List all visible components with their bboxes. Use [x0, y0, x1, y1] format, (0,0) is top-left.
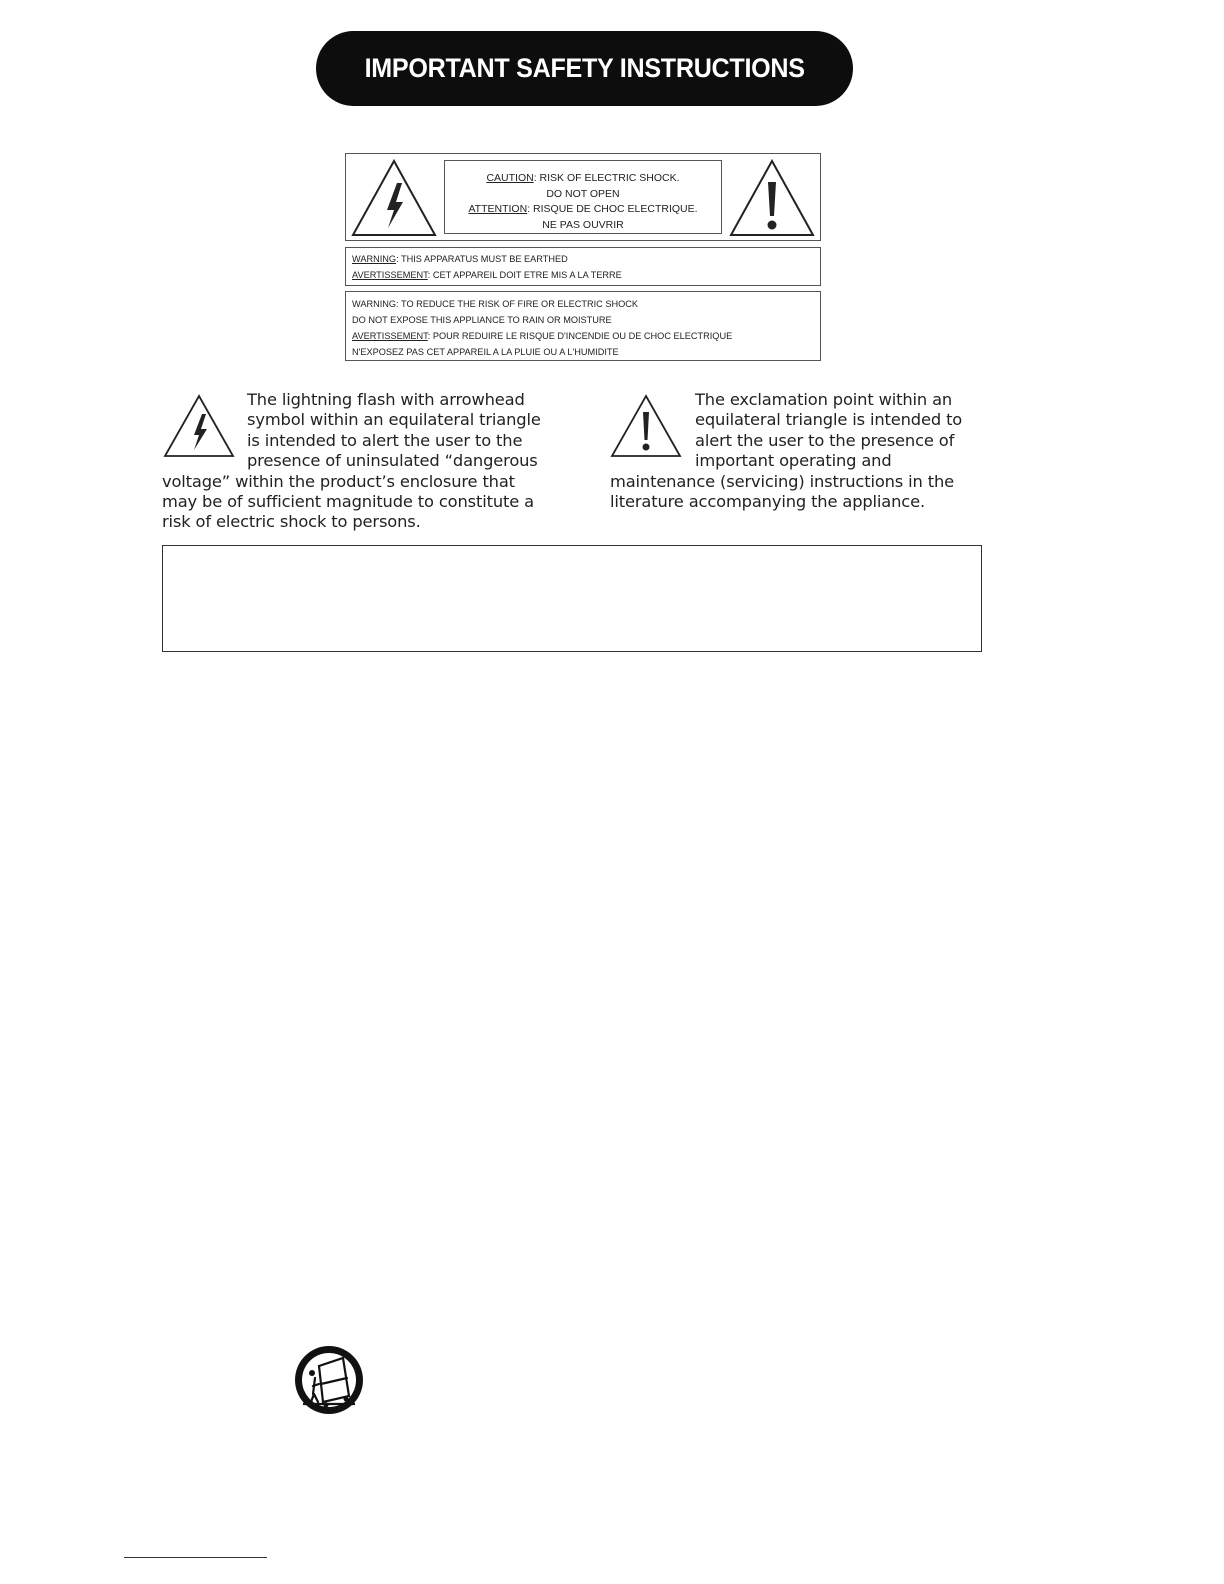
avertissement-word: AVERTISSEMENT	[352, 331, 428, 341]
caution-label-box	[345, 153, 821, 241]
lightning-desc-line: is intended to alert the user to the	[247, 430, 523, 450]
exclamation-desc-line: literature accompanying the appliance.	[610, 492, 925, 512]
exclamation-desc-line: equilateral triangle is intended to	[695, 410, 963, 430]
lightning-desc-line: presence of uninsulated “dangerous	[247, 451, 538, 471]
rain-warning-line4: N'EXPOSEZ PAS CET APPAREIL A LA PLUIE OU A L'HUMIDITE	[352, 347, 619, 357]
lightning-desc-line: may be of sufficient magnitude to constitute a	[162, 492, 534, 512]
earthed-warning-box	[345, 247, 821, 286]
caution-word: CAUTION	[486, 172, 534, 184]
warning-word: WARNING	[352, 254, 397, 264]
footnote-divider	[124, 1557, 267, 1558]
notice-box	[162, 545, 982, 652]
exclamation-desc-line: important operating and	[695, 451, 892, 471]
exclamation-desc-line: The exclamation point within an	[695, 390, 953, 409]
attention-text: : RISQUE DE CHOC ELECTRIQUE.	[527, 203, 698, 215]
lightning-description	[162, 390, 562, 533]
earthed-avert-text: : CET APPAREIL DOIT ETRE MIS A LA TERRE	[427, 269, 622, 280]
earthed-warning-text: : THIS APPARATUS MUST BE EARTHED	[396, 254, 568, 264]
page-title: IMPORTANT SAFETY INSTRUCTIONS	[364, 53, 805, 83]
ne-pas-ouvrir-text: NE PAS OUVRIR	[542, 218, 624, 231]
rain-warning-box	[345, 291, 821, 361]
lightning-warning-icon	[350, 158, 438, 238]
rain-warning-line1: WARNING: TO REDUCE THE RISK OF FIRE OR ELECTRIC SHOCK	[352, 299, 639, 309]
title-banner	[316, 31, 853, 106]
no-cart-tipover-icon	[293, 1344, 365, 1416]
lightning-desc-line: risk of electric shock to persons.	[162, 512, 421, 532]
do-not-open-text: DO NOT OPEN	[546, 187, 620, 200]
rain-warning-line3: : POUR REDUIRE LE RISQUE D'INCENDIE OU DE CHOC ELECTRIQUE	[427, 331, 733, 341]
exclamation-description	[610, 390, 990, 512]
avertissement-word: AVERTISSEMENT	[352, 269, 428, 280]
exclamation-desc-line: maintenance (servicing) instructions in the	[610, 471, 955, 491]
rain-warning-line2: DO NOT EXPOSE THIS APPLIANCE TO RAIN OR MOISTURE	[352, 315, 612, 325]
attention-word: ATTENTION	[468, 203, 528, 215]
caution-text: : RISK OF ELECTRIC SHOCK.	[533, 172, 680, 184]
exclamation-warning-icon	[728, 158, 816, 238]
lightning-desc-line: The lightning flash with arrowhead	[247, 390, 525, 409]
exclamation-desc-line: alert the user to the presence of	[695, 430, 955, 450]
caution-text-box	[444, 160, 722, 234]
lightning-desc-line: symbol within an equilateral triangle	[247, 410, 541, 430]
lightning-desc-line: voltage” within the product’s enclosure that	[162, 471, 515, 491]
